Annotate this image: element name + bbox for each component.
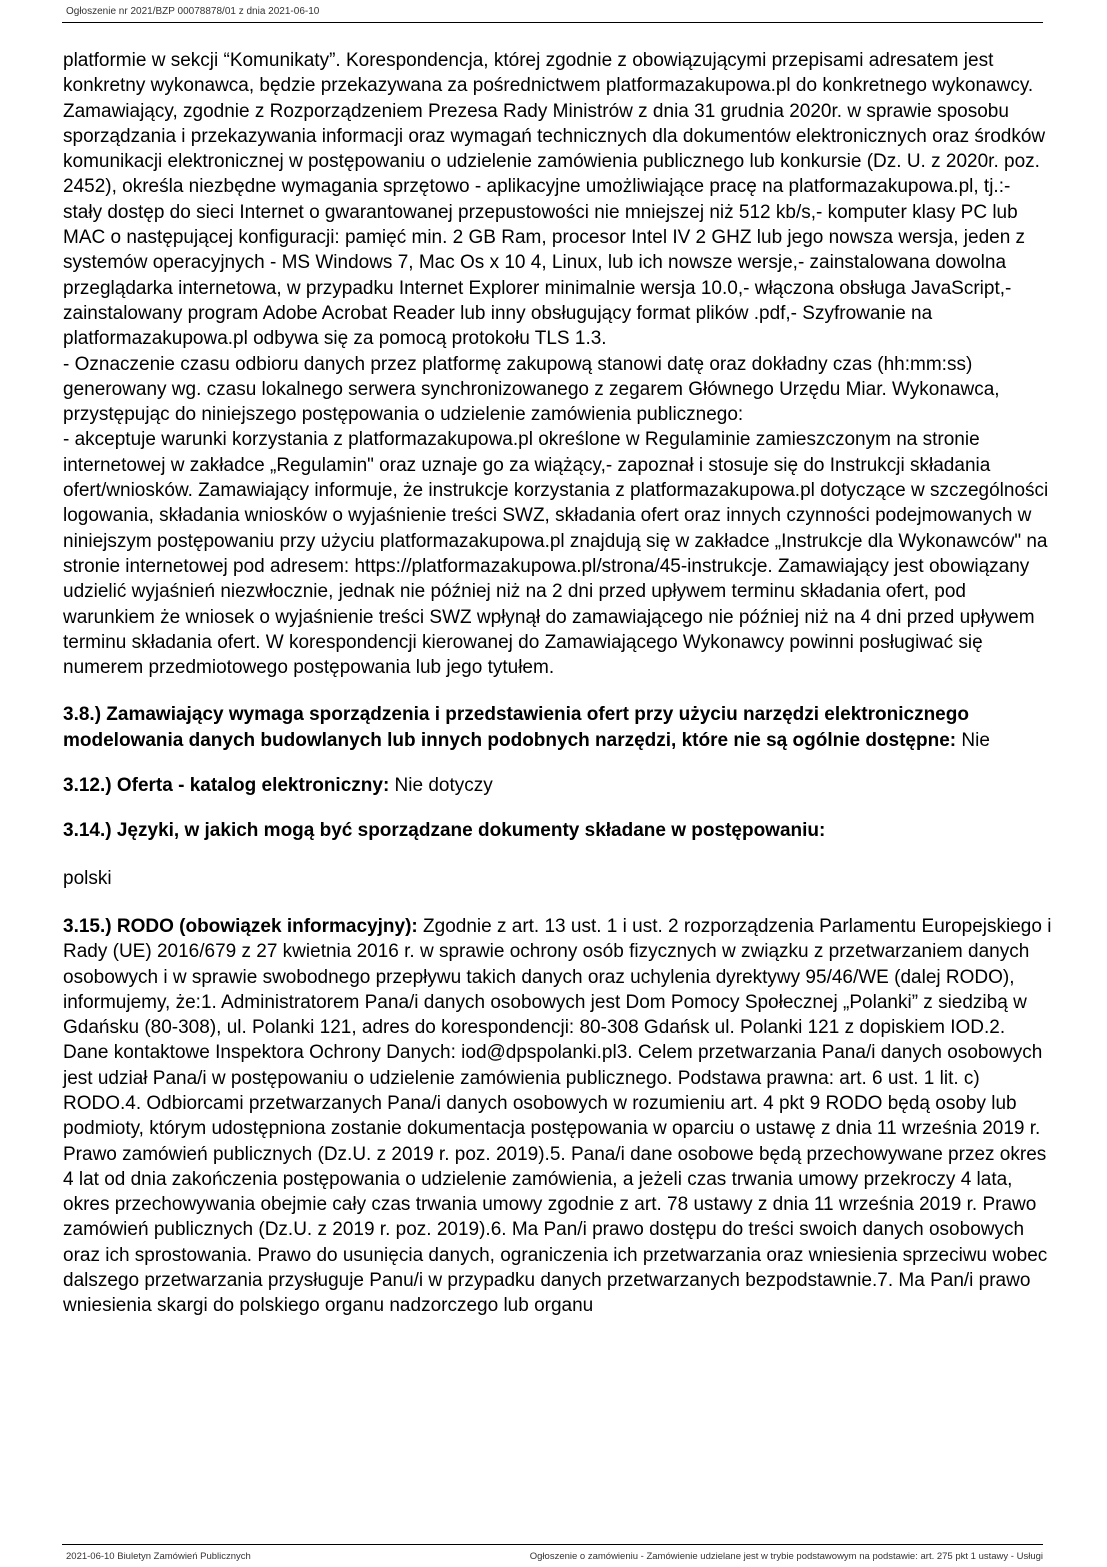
section-3-15-label: 3.15.) RODO (obowiązek informacyjny): (63, 915, 418, 937)
footer-notice-type: Ogłoszenie o zamówieniu - Zamówienie udzielane jest w trybie podstawowym na podstawie: art. 275 pkt 1 ustawy - Usługi (529, 1551, 1043, 1562)
paragraph-terms: - akceptuje warunki korzystania z platformazakupowa.pl określone w Regulaminie zamieszczonym na stronie internetowej w zakładce „Regulamin" oraz uznaje go za wiążący,- zapoznał i stosuje się do Instrukcji składania ofert/wniosków. Zamawiający informuje, że instrukcje korzystania z platformazakupowa.pl dotyczące w szczególności logowania, składania wniosków o wyjaśnienie treści SWZ, składania ofert oraz innych czynności podejmowanych w niniejszym postępowaniu przy użyciu platformazakupowa.pl znajdują się w zakładce „Instrukcje dla Wykonawców" na stronie internetowej pod adresem: https://platformazakupowa.pl/strona/45-instrukcje. Zamawiający jest obowiązany udzielić wyjaśnień niezwłocznie, jednak nie później niż na 2 dni przed upływem terminu składania ofert, pod warunkiem że wniosek o wyjaśnienie treści SWZ wpłynął do zamawiającego nie później niż na 4 dni przed upływem terminu składania ofert. W korespondencji kierowanej do Zamawiającego Wykonawcy powinni posługiwać się numerem przedmiotowego postępowania lub jego tytułem. (63, 429, 1049, 679)
section-3-14-label: 3.14.) Języki, w jakich mogą być sporządzane dokumenty składane w postępowaniu: (63, 820, 826, 842)
section-3-12-label: 3.12.) Oferta - katalog elektroniczny: (63, 775, 390, 797)
paragraph-communication: platformie w sekcji “Komunikaty”. Korespondencja, której zgodnie z obowiązującymi przepisami adresatem jest konkretny wykonawca, będzie przekazywana za pośrednictwem platformazakupowa.pl do konkretnego wykonawcy. Zamawiający, zgodnie z Rozporządzeniem Prezesa Rady Ministrów z dnia 31 grudnia 2020r. w sprawie sposobu sporządzania i przekazywania informacji oraz wymagań technicznych dla dokumentów elektronicznych oraz środków komunikacji elektronicznej w postępowaniu o udzielenie zamówienia publicznego lub konkursie (Dz. U. z 2020r. poz. 2452), określa niezbędne wymagania sprzętowo - aplikacyjne umożliwiające pracę na platformazakupowa.pl, tj.:- stały dostęp do sieci Internet o gwarantowanej przepustowości nie mniejszej niż 512 kb/s,- komputer klasy PC lub MAC o następującej konfiguracji: pamięć min. 2 GB Ram, procesor Intel IV 2 GHZ lub jego nowsza wersja, jeden z systemów operacyjnych - MS Windows 7, Mac Os x 10 4, Linux, lub ich nowsze wersje,- zainstalowana dowolna przeglądarka internetowa, w przypadku Internet Explorer minimalnie wersja 10.0,- włączona obsługa JavaScript,- zainstalowany program Adobe Acrobat Reader lub inny obsługujący format plików .pdf,- Szyfrowanie na platformazakupowa.pl odbywa się za pomocą protokołu TLS 1.3. (63, 50, 1046, 350)
section-3-14 (63, 818, 1053, 843)
footer-date-source: 2021-06-10 Biuletyn Zamówień Publicznych (66, 1551, 251, 1562)
section-3-8-label: 3.8.) Zamawiający wymaga sporządzenia i przedstawienia ofert przy użyciu narzędzi elektronicznego modelowania danych budowlanych lub innych podobnych narzędzi, które nie są ogólnie dostępne: (63, 704, 969, 751)
section-3-12 (63, 773, 1053, 798)
section-3-8-value: Nie (961, 729, 990, 751)
document-body (63, 48, 1053, 1319)
section-3-14-value: polski (63, 867, 112, 889)
footer-divider (62, 1544, 1043, 1545)
section-3-12-value: Nie dotyczy (394, 775, 493, 797)
section-3-8 (63, 702, 1053, 753)
paragraph-timestamp: - Oznaczenie czasu odbioru danych przez platformę zakupową stanowi datę oraz dokładny czas (hh:mm:ss) generowany wg. czasu lokalnego serwera synchronizowanego z zegarem Głównego Urzędu Miar. Wykonawca, przystępując do niniejszego postępowania o udzielenie zamówienia publicznego: (63, 353, 1000, 426)
header-divider (62, 22, 1043, 23)
header-notice-id: Ogłoszenie nr 2021/BZP 00078878/01 z dnia 2021-06-10 (66, 6, 320, 17)
section-3-15-value: Zgodnie z art. 13 ust. 1 i ust. 2 rozporządzenia Parlamentu Europejskiego i Rady (UE) 2016/679 z 27 kwietnia 2016 r. w sprawie ochrony osób fizycznych w związku z przetwarzaniem danych osobowych i w sprawie swobodnego przepływu takich danych oraz uchylenia dyrektywy 95/46/WE (dalej RODO), informujemy, że:1. Administratorem Pana/i danych osobowych jest Dom Pomocy Społecznej „Polanki” z siedzibą w Gdańsku (80-308), ul. Polanki 121, adres do korespondencji: 80-308 Gdańsk ul. Polanki 121 z dopiskiem IOD.2. Dane kontaktowe Inspektora Ochrony Danych: iod@dpspolanki.pl3. Celem przetwarzania Pana/i danych osobowych jest udział Pana/i w postępowaniu o udzielenie zamówienia publicznego. Podstawa prawna: art. 6 ust. 1 lit. c) RODO.4. Odbiorcami przetwarzanych Pana/i danych osobowych w rozumieniu art. 4 pkt 9 RODO będą osoby lub podmioty, którym udostępniona zostanie dokumentacja postępowania w oparciu o ustawę z dnia 11 września 2019 r. Prawo zamówień publicznych (Dz.U. z 2019 r. poz. 2019).5. Pana/i dane osobowe będą przechowywane przez okres 4 lat od dnia zakończenia postępowania o udzielenie zamówienia, a jeżeli czas trwania umowy przekroczy 4 lata, okres przechowywania obejmie cały czas trwania umowy zgodnie z art. 78 ustawy z dnia 11 września 2019 r. Prawo zamówień publicznych (Dz.U. z 2019 r. poz. 2019).6. Ma Pan/i prawo dostępu do treści swoich danych osobowych oraz ich sprostowania. Prawo do usunięcia danych, ograniczenia ich przetwarzania oraz wniesienia sprzeciwu wobec dalszego przetwarzania przysługuje Panu/i w przypadku danych przetwarzanych bezpodstawnie.7. Ma Pan/i prawo wniesienia skargi do polskiego organu nadzorczego lub organu (63, 915, 1052, 1317)
section-3-15 (63, 914, 1053, 1319)
